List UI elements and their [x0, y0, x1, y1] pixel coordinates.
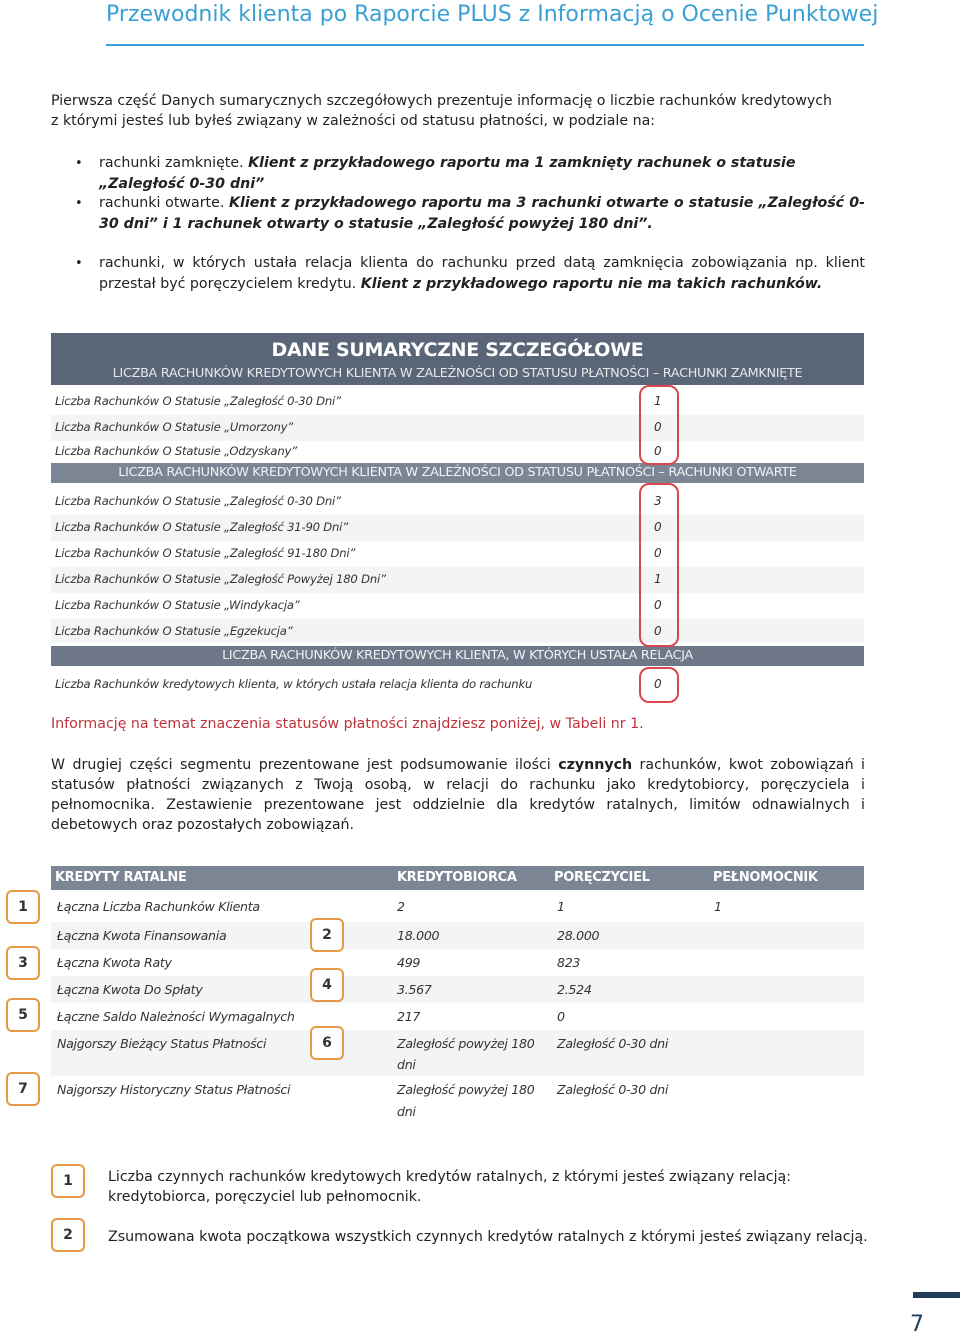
- table-row: [51, 593, 864, 619]
- column-header: PEŁNOMOCNIK: [713, 870, 818, 885]
- highlight-ring: [639, 667, 679, 703]
- cell-poreczyciel: 2.524: [557, 982, 592, 997]
- paragraph-text: W drugiej części segmentu prezentowane jest podsumowanie ilości: [51, 757, 559, 773]
- bullet-dot: •: [75, 156, 83, 171]
- cell-kredytobiorca: 217: [397, 1009, 421, 1024]
- badge-7: 7: [6, 1072, 40, 1106]
- row-label: Liczba Rachunków O Statusie „Egzekucja”: [55, 624, 293, 638]
- badge-5: 5: [6, 998, 40, 1032]
- row-value: 0: [654, 420, 662, 434]
- highlight-ring: [639, 385, 679, 465]
- table-row: [51, 541, 864, 567]
- cell-pelnomocnik: 1: [714, 899, 722, 914]
- bullet-dot: •: [75, 196, 83, 211]
- bullet-example: Klient z przykładowego raportu ma 3 rachunki otwarte o statusie „Zaległość 0-30 dni” i 1 rachunek otwarty o statusie „Zaległość powyżej 180 dni”.: [99, 195, 865, 232]
- row-label: Liczba Rachunków kredytowych klienta, w których ustała relacja klienta do rachunku: [55, 677, 533, 691]
- row-label: Łączna Kwota Do Spłaty: [57, 982, 203, 997]
- row-label: Najgorszy Historyczny Status Płatności: [57, 1082, 291, 1097]
- table-row: [51, 949, 864, 976]
- closed-accounts-header: LICZBA RACHUNKÓW KREDYTOWYCH KLIENTA W ZALEŻNOŚCI OD STATUSU PŁATNOŚCI – RACHUNKI ZAMKNIĘTE: [112, 366, 803, 381]
- badge-3: 3: [6, 946, 40, 980]
- row-label: Łączna Kwota Finansowania: [57, 928, 227, 943]
- table-row: [51, 1003, 864, 1030]
- paragraph-text: rachunków, kwot zobowiązań i statusów płatności związanych z Twoją osobą, w relacji do rachunku jako kredytobiorcy, poręczyciela i pełnomocnika. Zestawienie prezentowane jest oddzielnie dla kredytów ratalnych, limitów odnawialnych i debetowych oraz pozostałych zobowiązań.: [51, 757, 865, 833]
- legend-badge-2: 2: [51, 1218, 85, 1252]
- row-value: 0: [654, 677, 662, 691]
- summary-details-table: [51, 333, 864, 700]
- bullet-text: rachunki, w których ustała relacja klienta do rachunku przed datą zamknięcia zobowiązania np. klient przestał być poręczycielem kredytu.: [99, 255, 865, 292]
- cell-poreczyciel: 823: [557, 955, 581, 970]
- badge-2: 2: [310, 918, 344, 952]
- bullet-text: rachunki zamknięte.: [99, 155, 249, 171]
- row-value: 1: [654, 572, 662, 586]
- cell-kredytobiorca-cont: dni: [397, 1057, 416, 1072]
- cell-kredytobiorca: Zaległość powyżej 180: [397, 1036, 535, 1051]
- intro-line-1: Pierwsza część Danych sumarycznych szczegółowych prezentuje informację o liczbie rachunków kredytowych: [51, 93, 833, 109]
- table-row: [51, 567, 864, 593]
- table-row: [51, 976, 864, 1003]
- cell-poreczyciel: 0: [557, 1009, 565, 1024]
- table-row: [51, 1076, 864, 1126]
- table-row: [51, 441, 864, 463]
- row-label: Łączne Saldo Należności Wymagalnych: [57, 1009, 295, 1024]
- table-row: [51, 922, 864, 949]
- bullet-relation: [51, 253, 865, 295]
- second-paragraph: [51, 755, 865, 835]
- cell-poreczyciel: Zaległość 0-30 dni: [557, 1082, 669, 1097]
- cell-poreczyciel: Zaległość 0-30 dni: [557, 1036, 669, 1051]
- cell-kredytobiorca: 3.567: [397, 982, 432, 997]
- emphasis-text: czynnych: [558, 757, 633, 773]
- table-row: [51, 893, 864, 920]
- column-header: KREDYTOBIORCA: [397, 870, 517, 885]
- intro-line-2: z którymi jesteś lub byłeś związany w zależności od statusu płatności, w podziale na:: [51, 113, 656, 129]
- row-value: 0: [654, 598, 662, 612]
- table-row: [51, 489, 864, 515]
- bullet-dot: •: [75, 256, 83, 271]
- row-label: Liczba Rachunków O Statusie „Windykacja”: [55, 598, 300, 612]
- row-value: 1: [654, 394, 662, 408]
- row-label: Liczba Rachunków O Statusie „Zaległość 0-30 Dni”: [55, 494, 341, 508]
- row-value: 0: [654, 624, 662, 638]
- intro-paragraph: [51, 91, 865, 131]
- cell-poreczyciel: 1: [557, 899, 565, 914]
- table-row: [51, 515, 864, 541]
- badge-4: 4: [310, 968, 344, 1002]
- row-label: Liczba Rachunków O Statusie „Umorzony”: [55, 420, 294, 434]
- bullet-example: Klient z przykładowego raportu nie ma takich rachunków.: [360, 276, 823, 292]
- cell-kredytobiorca-cont: dni: [397, 1104, 416, 1119]
- title-divider: [106, 44, 864, 46]
- bullet-example: Klient z przykładowego raportu ma 1 zamknięty rachunek o statusie „Zaległość 0-30 dni”: [99, 155, 796, 192]
- row-value: 0: [654, 546, 662, 560]
- cell-kredytobiorca: Zaległość powyżej 180: [397, 1082, 535, 1097]
- relation-header: LICZBA RACHUNKÓW KREDYTOWYCH KLIENTA, W KTÓRYCH USTAŁA RELACJA: [51, 646, 864, 666]
- page-number-bar: [913, 1292, 960, 1298]
- bullet-open: [51, 193, 865, 235]
- table-header: [51, 866, 864, 890]
- table-row: [51, 389, 864, 415]
- legend-text-1: Liczba czynnych rachunków kredytowych kredytów ratalnych, z którymi jesteś związany relacją: kredytobiorca, poręczyciel lub pełnomocnik.: [108, 1169, 791, 1205]
- table-row: [51, 619, 864, 643]
- row-label: Liczba Rachunków O Statusie „Zaległość 31-90 Dni”: [55, 520, 349, 534]
- row-label: Łączna Liczba Rachunków Klienta: [57, 899, 260, 914]
- installment-credits-table: [51, 866, 864, 1128]
- row-label: Liczba Rachunków O Statusie „Zaległość 0-30 Dni”: [55, 394, 341, 408]
- table-header: [51, 333, 864, 385]
- row-value: 0: [654, 520, 662, 534]
- badge-1: 1: [6, 890, 40, 924]
- table-row: [51, 672, 864, 698]
- open-accounts-header: LICZBA RACHUNKÓW KREDYTOWYCH KLIENTA W ZALEŻNOŚCI OD STATUSU PŁATNOŚCI – RACHUNKI OTWARTE: [51, 463, 864, 483]
- bullet-text: rachunki otwarte.: [99, 195, 230, 211]
- page-number: 7: [910, 1312, 924, 1337]
- page-title: Przewodnik klienta po Raporcie PLUS z Informacją o Ocenie Punktowej: [106, 2, 879, 27]
- row-label: Najgorszy Bieżący Status Płatności: [57, 1036, 267, 1051]
- table-row: [51, 415, 864, 441]
- column-header: PORĘCZYCIEL: [554, 870, 650, 885]
- row-label: Liczba Rachunków O Statusie „Zaległość Powyżej 180 Dni”: [55, 572, 386, 586]
- row-value: 0: [654, 444, 662, 458]
- cell-poreczyciel: 28.000: [557, 928, 600, 943]
- table-row: [51, 1030, 864, 1076]
- highlight-ring: [639, 483, 679, 647]
- badge-6: 6: [310, 1026, 344, 1060]
- table-reference-note: Informację na temat znaczenia statusów płatności znajdziesz poniżej, w Tabeli nr 1.: [51, 716, 644, 732]
- bullet-closed: [51, 153, 865, 195]
- cell-kredytobiorca: 499: [397, 955, 421, 970]
- row-label: Liczba Rachunków O Statusie „Odzyskany”: [55, 444, 297, 458]
- legend-badge-1: 1: [51, 1164, 85, 1198]
- column-header: KREDYTY RATALNE: [55, 870, 187, 885]
- cell-kredytobiorca: 18.000: [397, 928, 440, 943]
- table-title: DANE SUMARYCZNE SZCZEGÓŁOWE: [271, 339, 644, 361]
- row-value: 3: [654, 494, 662, 508]
- cell-kredytobiorca: 2: [397, 899, 405, 914]
- legend-text-2: Zsumowana kwota początkowa wszystkich czynnych kredytów ratalnych z którymi jesteś związany relacją.: [108, 1229, 868, 1245]
- row-label: Liczba Rachunków O Statusie „Zaległość 91-180 Dni”: [55, 546, 356, 560]
- row-label: Łączna Kwota Raty: [57, 955, 172, 970]
